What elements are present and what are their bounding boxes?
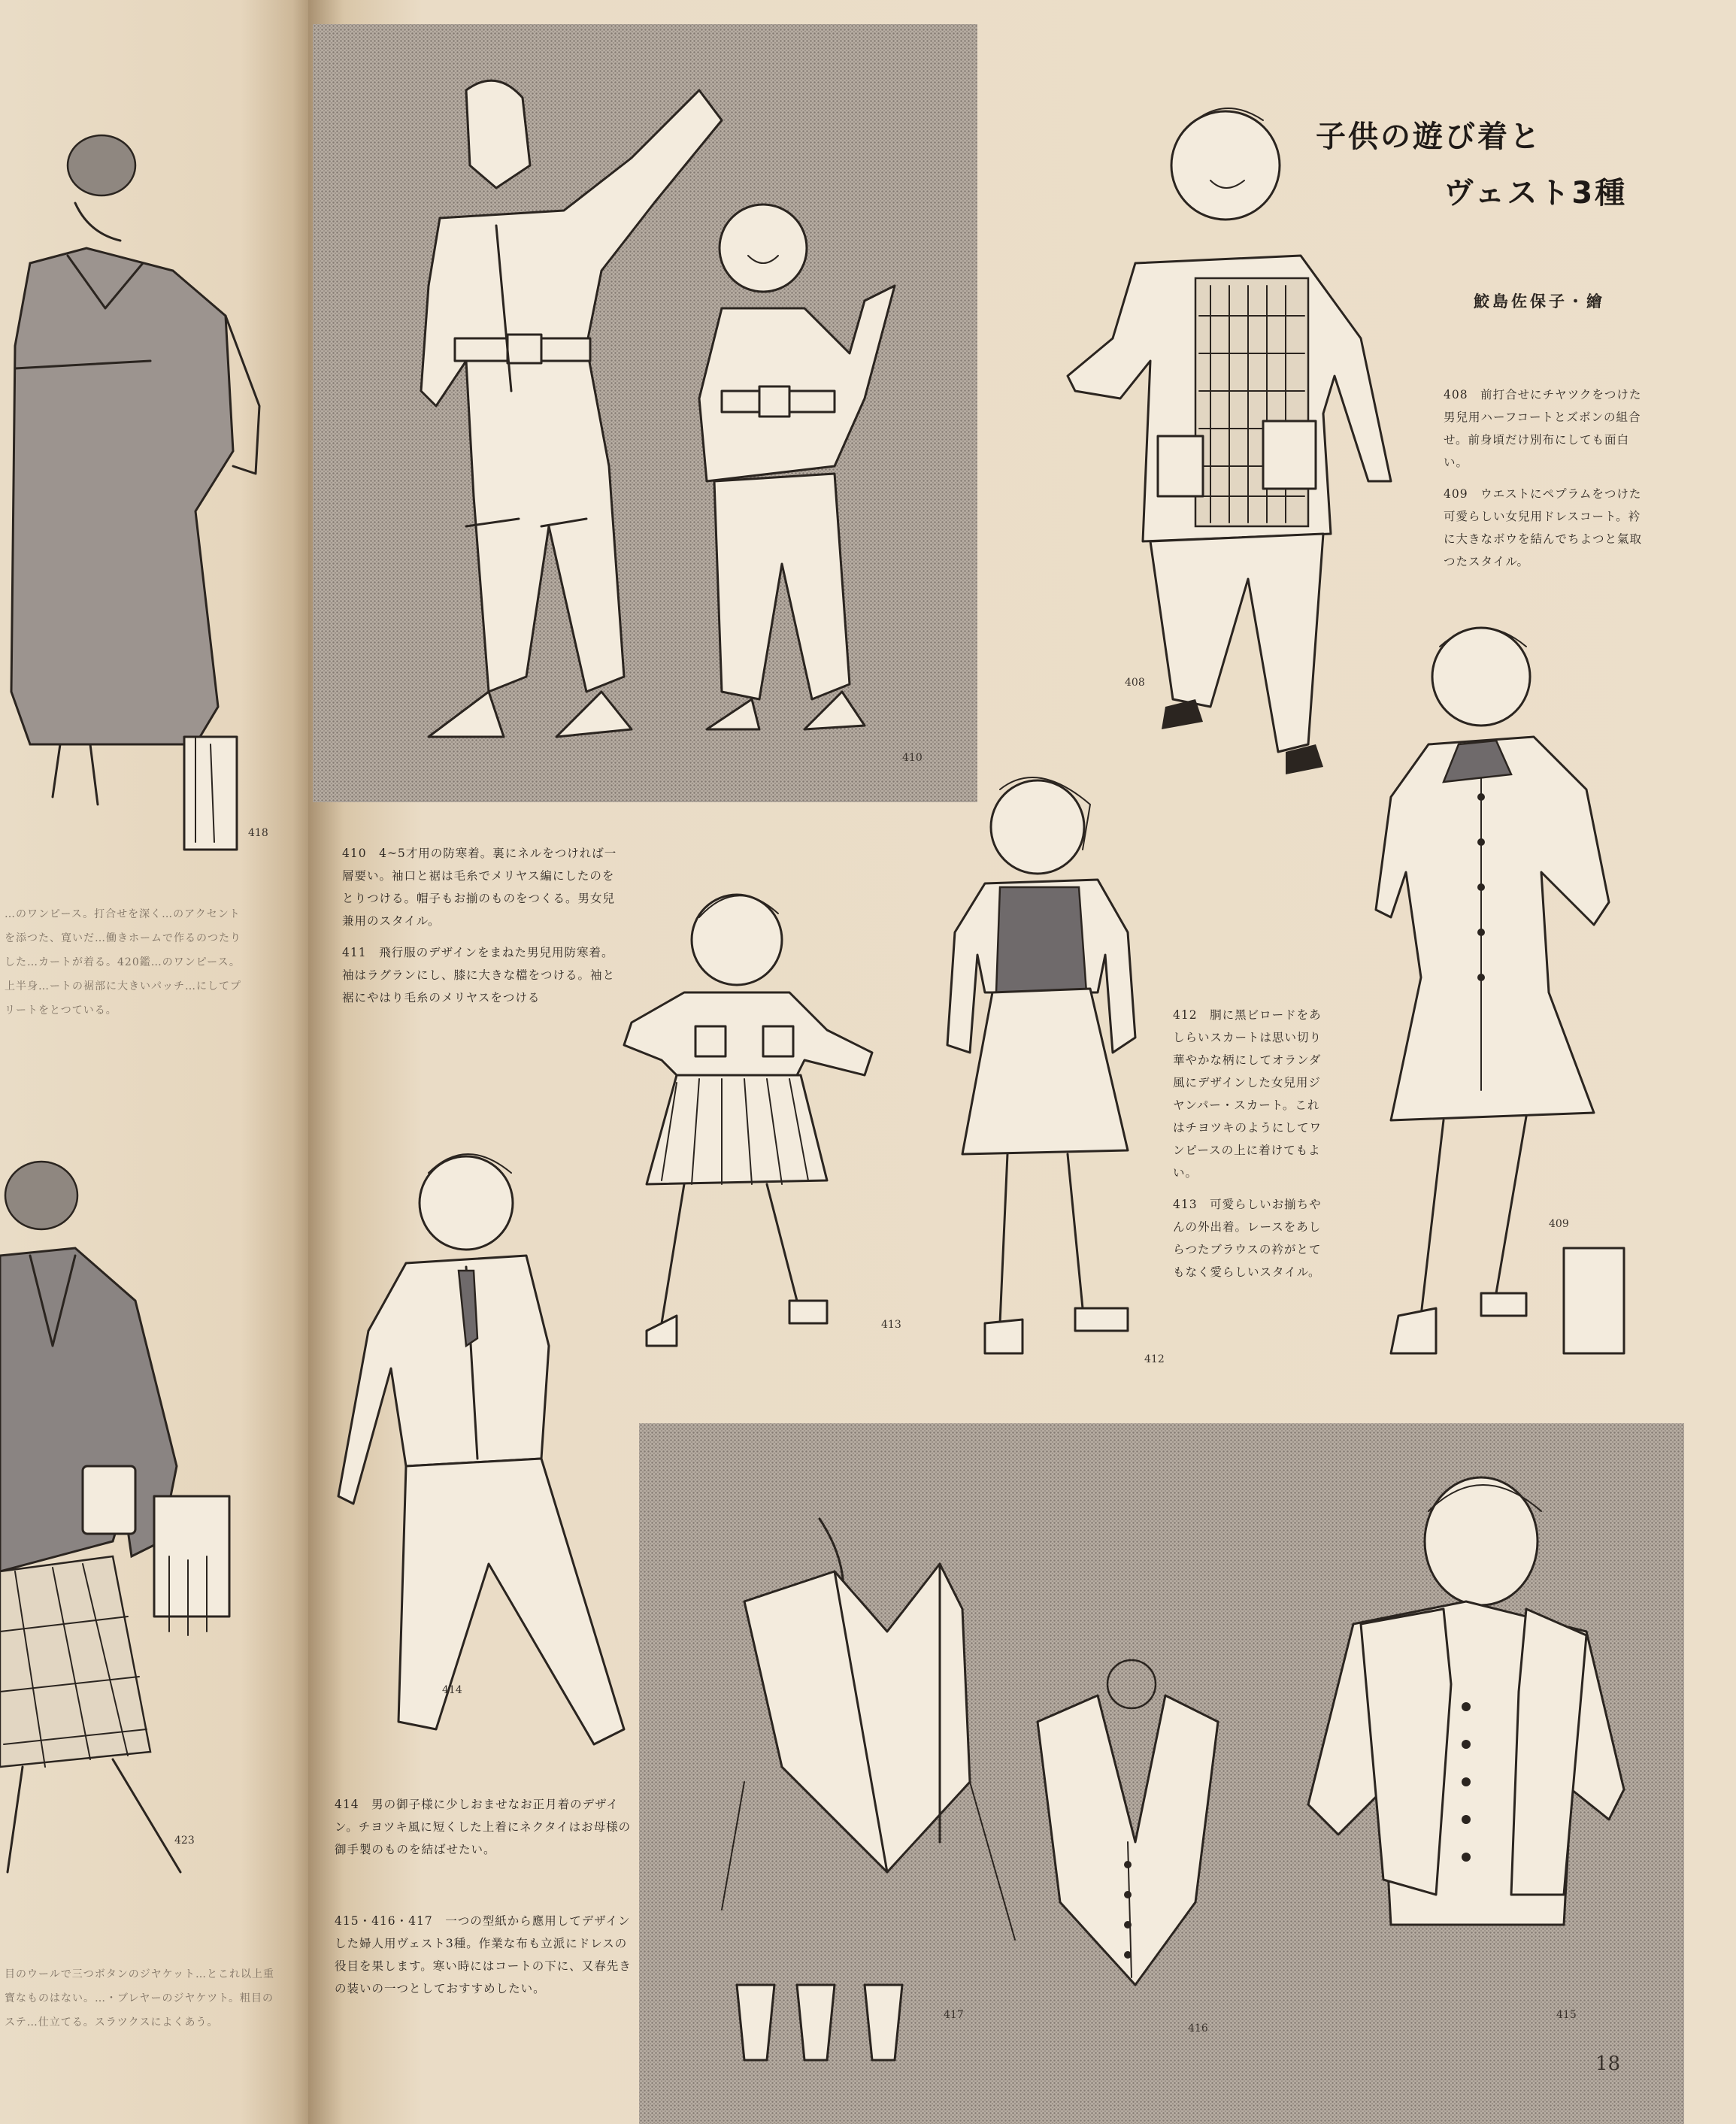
- child-flightsuit-411-illustration: [677, 188, 932, 759]
- woman-jacket-illustration: [0, 1150, 301, 1902]
- page-number: 18: [1595, 2053, 1621, 2075]
- caption-410-411: [342, 842, 620, 1018]
- figure-number-410: 410: [902, 752, 923, 764]
- figure-number-414: 414: [442, 1684, 462, 1696]
- caption-413: 413 可愛らしいお揃ちやんの外出着。レースをあしらつたブラウスの衿がとてもなく愛らしいスタイル。: [1173, 1198, 1322, 1279]
- page-title-line1: 子供の遊び着と: [1316, 120, 1542, 154]
- illustrator-credit: 鮫島佐保子・繪: [1474, 292, 1605, 311]
- woman-dress-illustration: [0, 120, 301, 842]
- figure-number-418: 418: [248, 827, 268, 839]
- figure-number-413: 413: [881, 1319, 901, 1331]
- vest-416-illustration: [1000, 1654, 1241, 2075]
- caption-408-409: [1444, 383, 1647, 582]
- left-page: [0, 0, 308, 2124]
- caption-409: 409 ウエストにペプラムをつけた可愛らしい女兒用ドレスコート。衿に大きなボウを結んでちよつと氣取つたスタイル。: [1444, 487, 1643, 568]
- page-title-line2: ヴェスト3種: [1444, 176, 1628, 211]
- vest-415-woman-illustration: [1241, 1474, 1662, 2075]
- caption-408: 408 前打合せにチヤツクをつけた男兒用ハーフコートとズボンの組合せ。前身頃だけ別布にしても面白い。: [1444, 388, 1642, 469]
- figure-number-423: 423: [174, 1835, 195, 1847]
- caption-412-413: [1173, 1004, 1331, 1292]
- boy-newyear-414-illustration: [323, 1143, 639, 1782]
- caption-415-417: 415・416・417 一つの型紙から應用してデザインした婦人用ヴェスト3種。作業な布も立派にドレスの役目を果します。寒い時にはコートの下に、又春先きの装いの一つとしておすすめしたい。: [335, 1914, 632, 1995]
- figure-number-408: 408: [1125, 677, 1145, 689]
- figure-number-415: 415: [1556, 2009, 1577, 2021]
- girl-outing-413-illustration: [617, 880, 895, 1368]
- caption-412: 412 胴に黑ビロードをあしらいスカートは思い切り華やかな柄にしてオランダ風にデザインした女兒用ジヤンパー・スカート。これはチヨツキのようにしてワンピースの上に着けてもよい。: [1173, 1008, 1322, 1180]
- caption-410: 410 4~5才用の防寒着。裏にネルをつければ一層要い。袖口と裾は毛糸でメリヤス編にしたのをとりつける。帽子もお揃のものをつくる。男女兒兼用のスタイル。: [342, 847, 617, 928]
- right-page: [308, 0, 1736, 2124]
- girl-dresscoat-409-illustration: [1346, 601, 1631, 1391]
- figure-number-417: 417: [944, 2009, 964, 2021]
- figure-number-409: 409: [1549, 1218, 1569, 1230]
- figure-number-416: 416: [1188, 2022, 1208, 2035]
- left-page-text-bottom: 目のウールで三つボタンのジヤケット…とこれ以上重寳なものはない。…・ブレヤーのジヤケツト。粗目のステ…仕立てる。スラツクスによくあう。: [5, 1968, 275, 2029]
- caption-414: 414 男の御子様に少しおませなお正月着のデザイン。チヨツキ風に短くした上着にネクタイはお母様の御手製のものを結ばせたい。: [335, 1798, 632, 1856]
- girl-jumperskirt-412-illustration: [910, 767, 1180, 1376]
- child-snowsuit-410-illustration: [383, 75, 699, 752]
- figure-number-412: 412: [1144, 1353, 1165, 1365]
- left-page-text-top: …のワンピース。打合せを深く…のアクセントを添つた、寛いだ…働きホームで作るのつたりした…カートが着る。420鑑…のワンピース。上半身…ートの裾部に大きいパッチ…にしてプリートをとつている。: [5, 908, 241, 1017]
- caption-411: 411 飛行服のデザインをまねた男兒用防寒着。袖はラグランにし、膝に大きな檔をつける。袖と裾にやはり毛糸のメリヤスをつける: [342, 946, 616, 1004]
